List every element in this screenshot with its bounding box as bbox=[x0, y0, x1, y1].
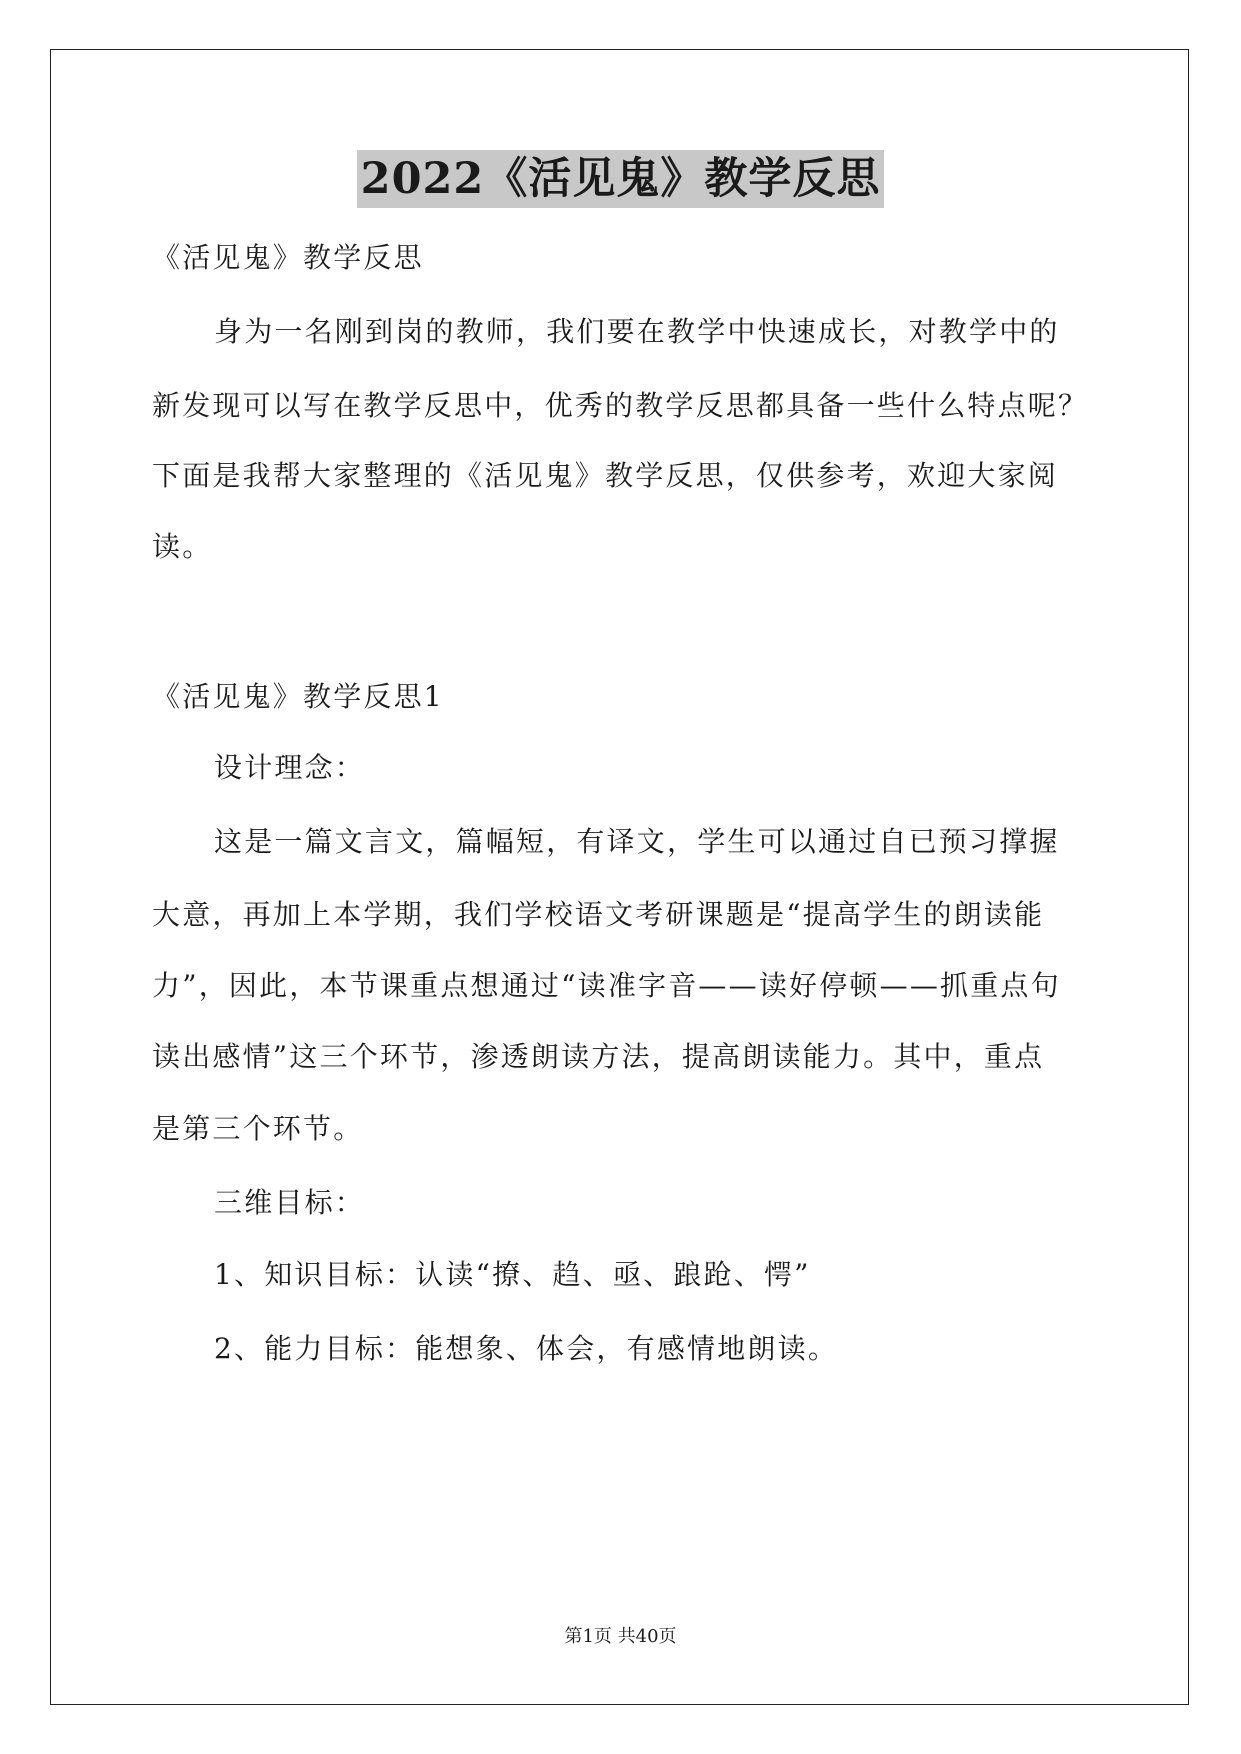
paragraph-line: 读出感情”这三个环节，渗透朗读方法，提高朗读能力。其中，重点 bbox=[152, 1040, 1045, 1073]
list-item: 1、知识目标：认读“撩、趋、亟、踉跄、愕” bbox=[214, 1258, 811, 1291]
section-heading: 《活见鬼》教学反思 bbox=[152, 241, 424, 274]
page-footer: 第1页 共40页 bbox=[564, 1626, 677, 1647]
intro-paragraph-line: 读。 bbox=[152, 530, 213, 563]
subheading: 设计理念： bbox=[214, 751, 366, 784]
intro-paragraph-line: 下面是我帮大家整理的《活见鬼》教学反思，仅供参考，欢迎大家阅 bbox=[152, 459, 1059, 492]
list-item: 2、能力目标：能想象、体会，有感情地朗读。 bbox=[214, 1332, 839, 1365]
document-title: 2022《活见鬼》教学反思 bbox=[357, 150, 885, 208]
title-container bbox=[0, 150, 1241, 208]
subheading: 三维目标： bbox=[214, 1186, 366, 1219]
paragraph-line: 是第三个环节。 bbox=[152, 1112, 364, 1145]
paragraph-line: 这是一篇文言文，篇幅短，有译文，学生可以通过自已预习撑握 bbox=[214, 825, 1060, 858]
intro-paragraph-line: 身为一名刚到岗的教师，我们要在教学中快速成长，对教学中的 bbox=[214, 315, 1060, 348]
paragraph-line: 力”，因此，本节课重点想通过“读准字音——读好停顿——抓重点句 bbox=[152, 969, 1061, 1002]
page-frame bbox=[50, 49, 1189, 1705]
section-heading: 《活见鬼》教学反思1 bbox=[152, 680, 444, 713]
paragraph-line: 大意，再加上本学期，我们学校语文考研课题是“提高学生的朗读能 bbox=[152, 898, 1045, 931]
intro-paragraph-line: 新发现可以写在教学反思中，优秀的教学反思都具备一些什么特点呢？ bbox=[152, 389, 1089, 422]
